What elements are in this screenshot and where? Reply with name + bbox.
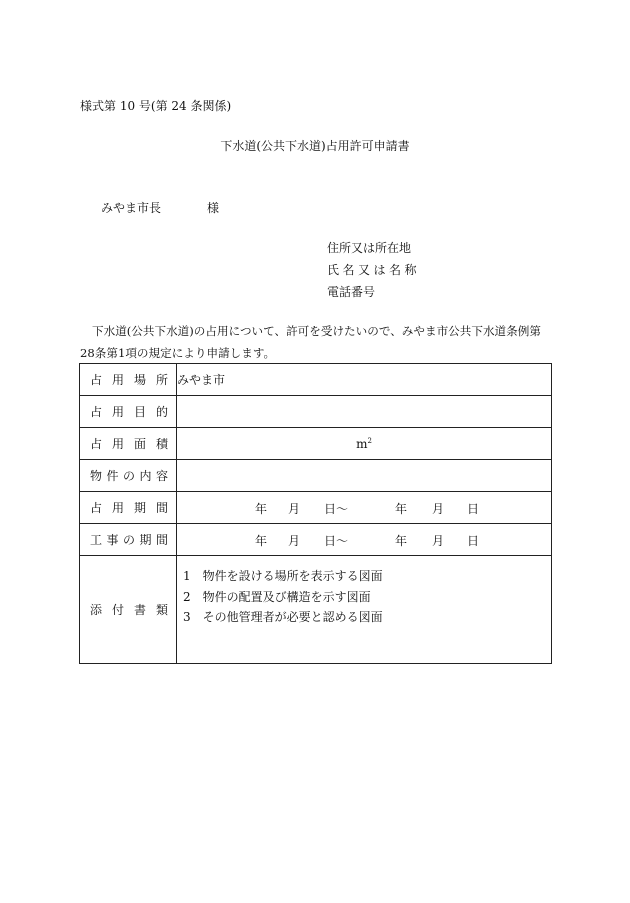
row-location [80, 364, 552, 396]
addressee-honorific: 様 [207, 201, 220, 215]
applicant-tel-label: 電話番号 [327, 285, 376, 299]
label-attachments: 添 付 書 類 [80, 556, 177, 664]
document-title: 下水道(公共下水道)占用許可申請書 [220, 139, 410, 153]
attachment-item: 3 その他管理者が必要と認める図面 [183, 610, 383, 624]
row-period [80, 492, 552, 524]
value-work-period[interactable]: 年 月 日〜 年 月 日 [177, 524, 552, 556]
applicant-address-label: 住所又は所在地 [327, 241, 412, 255]
application-statement: 下水道(公共下水道)の占用について、許可を受けたいので、みやま市公共下水道条例第28条第1項の規定により申請します。 [80, 324, 541, 360]
label-contents: 物 件 の 内 容 [80, 460, 177, 492]
value-location[interactable]: みやま市 [177, 364, 552, 396]
value-period[interactable]: 年 月 日〜 年 月 日 [177, 492, 552, 524]
addressee-name: みやま市長 [101, 201, 162, 215]
form-number: 様式第 10 号(第 24 条関係) [80, 99, 232, 113]
applicant-name-label: 氏名又は名称 [327, 263, 421, 277]
area-unit: $m^2$ [356, 436, 372, 451]
row-attachments [80, 556, 552, 664]
value-purpose[interactable] [177, 396, 552, 428]
value-attachments [177, 556, 552, 664]
attachment-list [177, 556, 551, 628]
label-purpose: 占 用 目 的 [80, 396, 177, 428]
row-purpose [80, 396, 552, 428]
value-area[interactable] [177, 428, 552, 460]
label-work-period: 工 事 の 期 間 [80, 524, 177, 556]
label-area: 占 用 面 積 [80, 428, 177, 460]
value-contents[interactable] [177, 460, 552, 492]
attachment-item: 1 物件を設ける場所を表示する図面 [183, 569, 383, 583]
application-form-table [79, 363, 552, 664]
label-location: 占 用 場 所 [80, 364, 177, 396]
label-period: 占 用 期 間 [80, 492, 177, 524]
row-work-period [80, 524, 552, 556]
row-area [80, 428, 552, 460]
attachment-item: 2 物件の配置及び構造を示す図面 [183, 589, 371, 604]
row-contents [80, 460, 552, 492]
